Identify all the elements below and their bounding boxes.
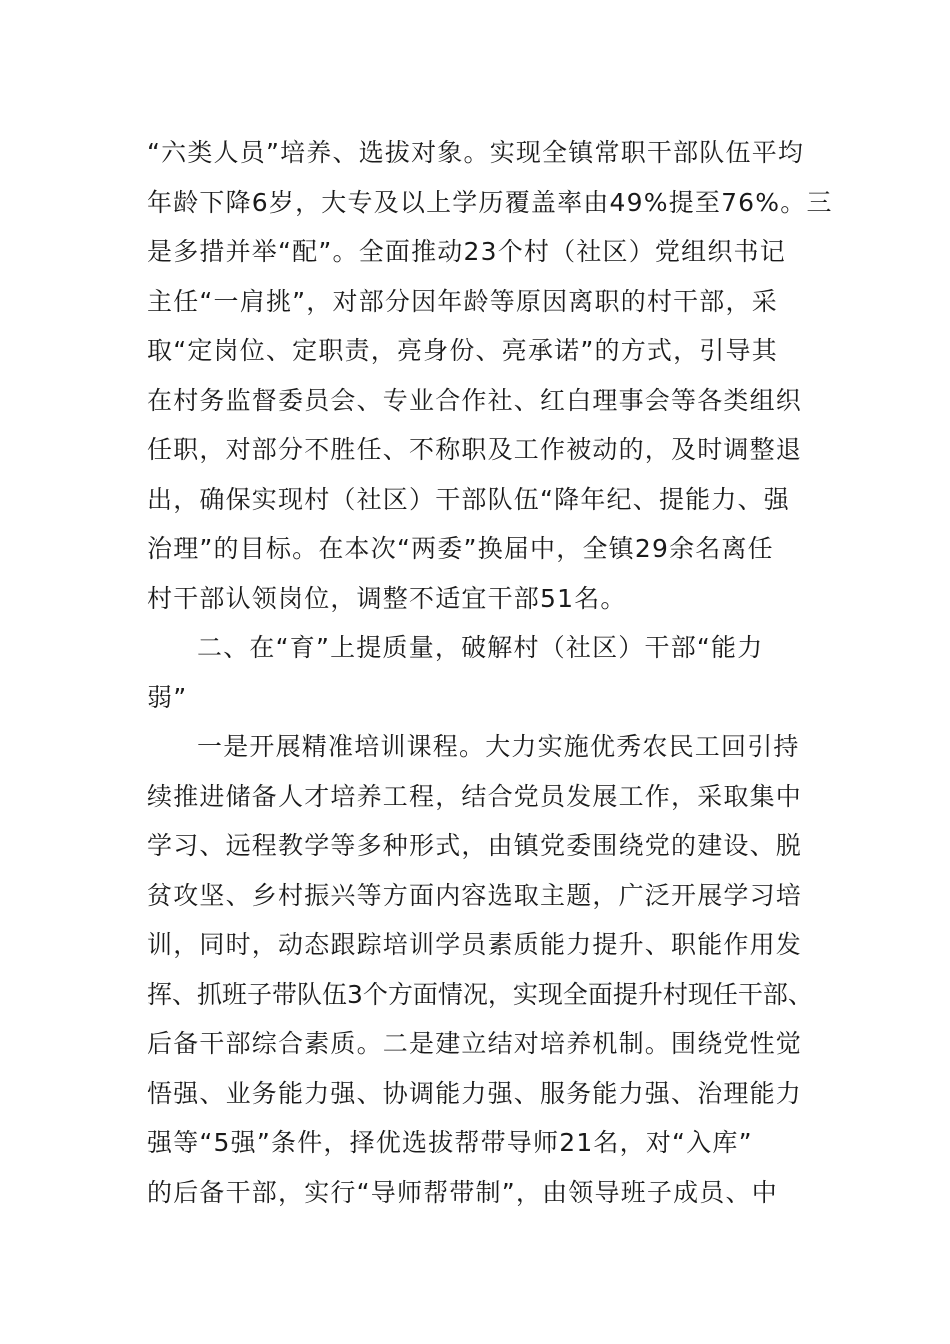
text-line-15: 学习、远程教学等多种形式，由镇党委围绕党的建设、脱 [147,831,803,860]
text-line-5: 取“定岗位、定职责，亮身份、亮承诺”的方式，引导其 [147,336,778,365]
text-line-10: 村干部认领岗位，调整不适宜干部51名。 [147,583,627,613]
section-heading-line-2: 弱” [147,682,188,712]
text-line-9: 治理”的目标。在本次“两委”换届中，全镇29余名离任 [147,534,774,563]
text-line-14: 续推进储备人才培养工程，结合党员发展工作，采取集中 [147,781,803,811]
text-line-1: “六类人员”培养、选拔对象。实现全镇常职干部队伍平均 [147,138,805,167]
text-line-4: 主任“一肩挑”，对部分因年龄等原因离职的村干部，采 [147,286,778,316]
text-line-2: 年龄下降6岁，大专及以上学历覆盖率由49%提至76%。三 [147,187,833,217]
text-line-20: 悟强、业务能力强、协调能力强、服务能力强、治理能力 [147,1078,803,1108]
text-line-18: 挥、抓班子带队伍3个方面情况，实现全面提升村现任干部、 [147,979,813,1009]
body-text [147,128,867,1217]
text-line-8: 出，确保实现村（社区）干部队伍“降年纪、提能力、强 [147,484,790,514]
text-line-22: 的后备干部，实行“导师帮带制”，由领导班子成员、中 [147,1177,778,1207]
text-line-3: 是多措并举“配”。全面推动23个村（社区）党组织书记 [147,237,786,266]
text-line-6: 在村务监督委员会、专业合作社、红白理事会等各类组织 [147,385,803,415]
text-line-13: 一是开展精准培训课程。大力实施优秀农民工回引持 [197,732,800,761]
text-line-17: 训，同时，动态跟踪培训学员素质能力提升、职能作用发 [147,930,803,959]
text-line-7: 任职，对部分不胜任、不称职及工作被动的，及时调整退 [147,435,803,464]
text-line-16: 贫攻坚、乡村振兴等方面内容选取主题，广泛开展学习培 [147,880,803,910]
section-heading-line-1: 二、在“育”上提质量，破解村（社区）干部“能力 [197,633,764,662]
text-line-21: 强等“5强”条件，择优选拔帮带导师21名，对“入库” [147,1128,753,1157]
text-line-19: 后备干部综合素质。二是建立结对培养机制。围绕党性觉 [147,1029,803,1058]
